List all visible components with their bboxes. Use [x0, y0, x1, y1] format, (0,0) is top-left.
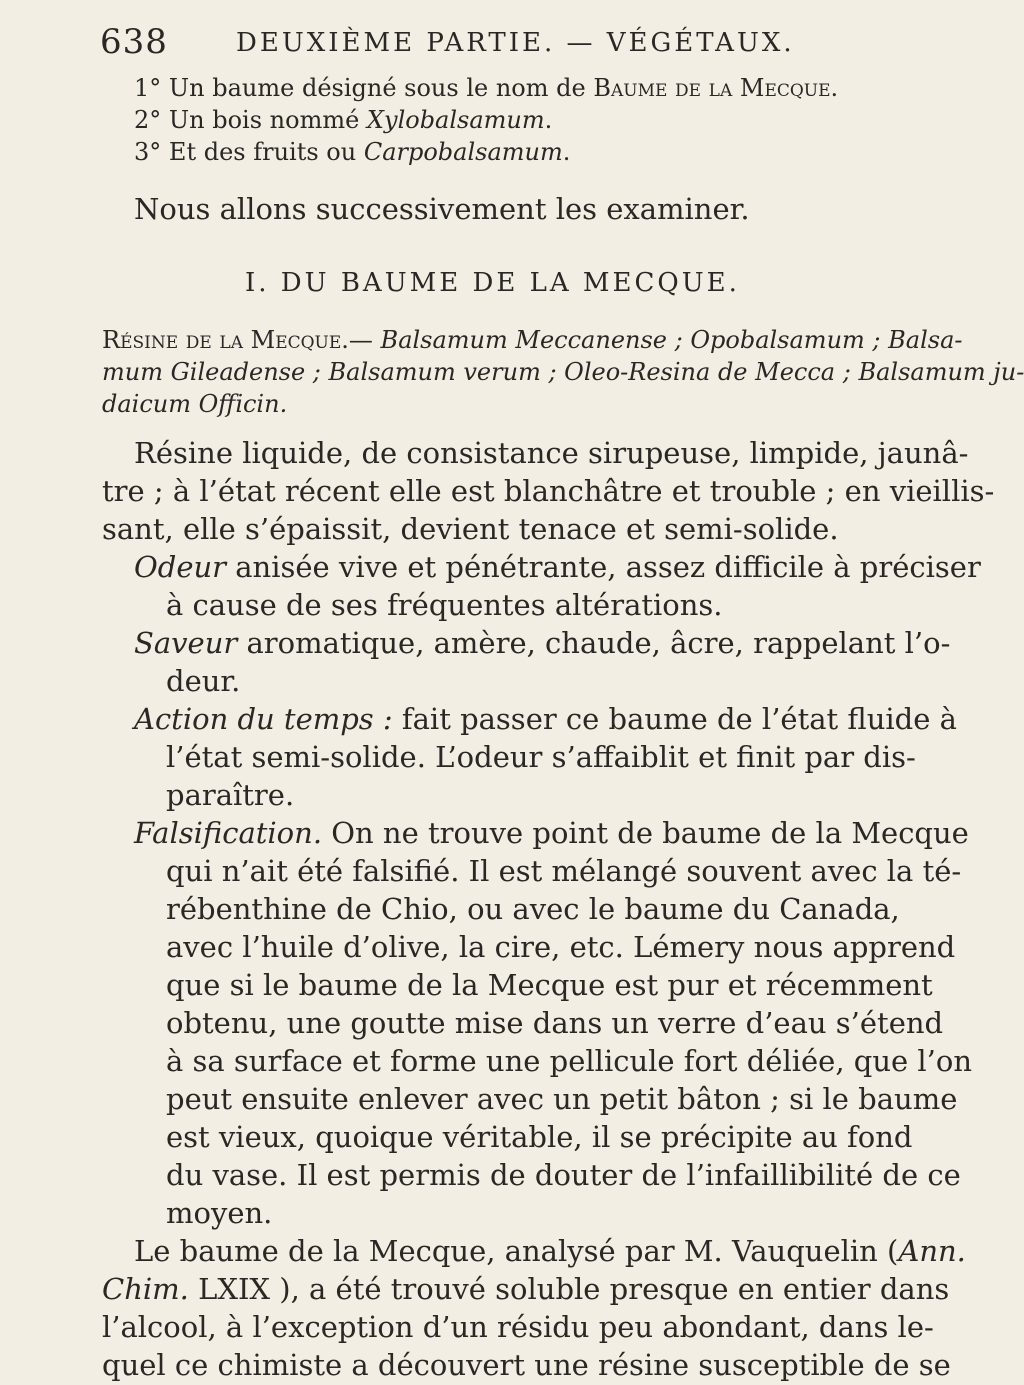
- list-item: 1° Un baume désigné sous le nom de Baume de la Mecque.: [134, 74, 839, 102]
- section-title: I. DU BAUME DE LA MECQUE.: [245, 268, 740, 298]
- list-item: 3° Et des fruits ou Carpobalsamum.: [134, 138, 571, 166]
- list-item: 2° Un bois nommé Xylobalsamum.: [134, 106, 553, 134]
- page-number: 638: [100, 22, 168, 62]
- book-page: 638 DEUXIÈME PARTIE. — VÉGÉTAUX. 1° Un baume désigné sous le nom de Baume de la Mecque. 2° Un bois nommé Xylobalsamum. 3° Et des fruits ou Carpobalsamum. Nous allons successivement les examiner. I. DU BAUME DE LA MECQUE. Résine de la Mecque.— Balsamum Meccanense ; Opobalsamum ; Balsa- mum Gileadense ; Balsamum verum ; Oleo-Resina de Mecca ; Balsamum ju- daicum Officin. Résine liquide, de consistance sirupeuse, limpide, jaunâ- tre ; à l’état récent elle est blanchâtre et trouble ; en vieillis- sant, elle s’épaissit, devient tenace et semi-solide. Odeur anisée vive et pénétrante, assez difficile à préciser à cause de ses fréquentes altérations. Saveur aromatique, amère, chaude, âcre, rappelant l’o- deur. Action du temps : fait passer ce baume de l’état fluide à l’état semi-solide. L’odeur s’affaiblit et finit par dis- paraître. Falsification. On ne trouve point de baume de la Mecque qui n’ait été falsifié. Il est mélangé souvent avec la té- rébenthine de Chio, ou avec le baume du Canada, avec l’huile d’olive, la cire, etc. Lémery nous apprend que si le baume de la Mecque est pur et récemment obtenu, une goutte mise dans un verre d’eau s’étend à sa surface et forme une pellicule fort déliée, que l’on peut ensuite enlever avec un petit bâton ; si le baume est vieux, quoique véritable, il se précipite au fond du vase. Il est permis de douter de l’infaillibilité de ce moyen. Le baume de la Mecque, analysé par M. Vauquelin (Ann. Chim. LXIX ), a été trouvé soluble presque en entier dans l’alcool, à l’exception d’un résidu peu abondant, dans le- quel ce chimiste a découvert une résine susceptible de se: [0, 0, 800, 1385]
- running-head: DEUXIÈME PARTIE. — VÉGÉTAUX.: [236, 28, 795, 58]
- page-header: [100, 18, 795, 62]
- intro-paragraph: Nous allons successivement les examiner.: [134, 192, 750, 226]
